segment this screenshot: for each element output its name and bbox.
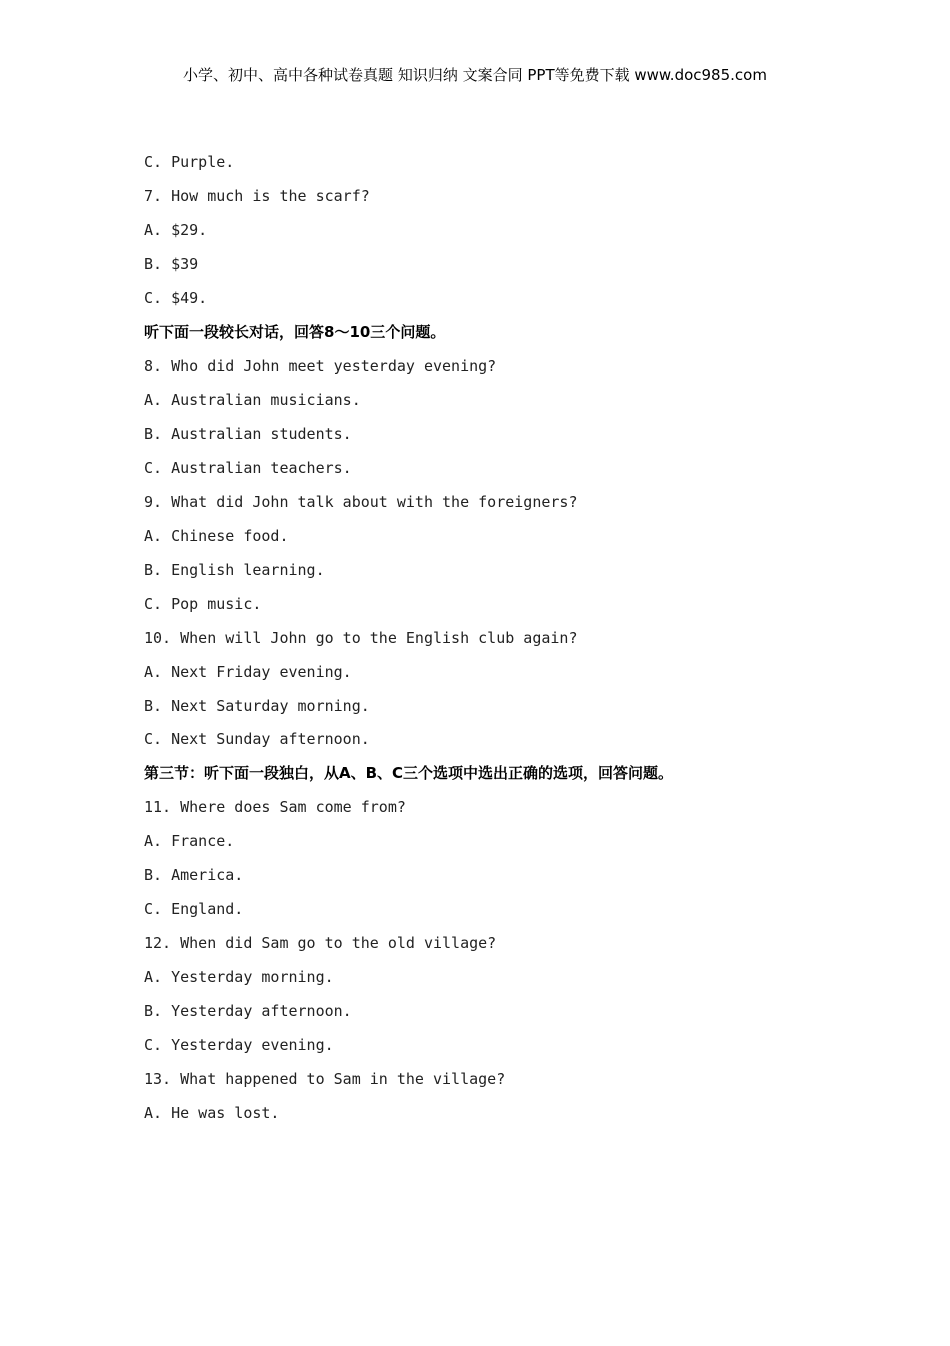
answer-option: C. Yesterday evening.: [144, 1036, 334, 1055]
answer-option: A. Yesterday morning.: [144, 968, 334, 987]
answer-option: C. Next Sunday afternoon.: [144, 730, 370, 749]
answer-option: C. $49.: [144, 288, 208, 307]
page-header: 小学、初中、高中各种试卷真题 知识归纳 文案合同 PPT等免费下载 www.doc985.com: [183, 66, 767, 84]
answer-option: C. England.: [144, 900, 244, 919]
answer-option: C. Purple.: [144, 153, 235, 171]
question: 10. When will John go to the English club again?: [144, 628, 578, 647]
exam-content: [144, 150, 864, 1135]
question: 9. What did John talk about with the foreigners?: [144, 492, 578, 511]
answer-option: A. Next Friday evening.: [144, 662, 352, 681]
answer-option: A. $29.: [144, 220, 208, 239]
question: 12. When did Sam go to the old village?: [144, 934, 497, 953]
answer-option: A. France.: [144, 832, 235, 851]
answer-option: B. America.: [144, 866, 244, 885]
question: 11. Where does Sam come from?: [144, 798, 406, 817]
section-instruction: 听下面一段较长对话，回答8～10三个问题。: [144, 322, 446, 341]
question: 7. How much is the scarf?: [144, 186, 370, 205]
question: 13. What happened to Sam in the village?: [144, 1070, 506, 1089]
answer-option: B. Next Saturday morning.: [144, 696, 370, 715]
section-instruction: 第三节：听下面一段独白，从A、B、C三个选项中选出正确的选项，回答问题。: [144, 764, 674, 783]
answer-option: B. Yesterday afternoon.: [144, 1002, 352, 1021]
answer-option: B. English learning.: [144, 560, 325, 579]
answer-option: B. Australian students.: [144, 424, 352, 443]
answer-option: A. Chinese food.: [144, 526, 289, 545]
answer-option: A. He was lost.: [144, 1104, 280, 1123]
answer-option: C. Australian teachers.: [144, 458, 352, 477]
answer-option: B. $39: [144, 254, 199, 273]
answer-option: A. Australian musicians.: [144, 390, 361, 409]
answer-option: C. Pop music.: [144, 594, 262, 613]
question: 8. Who did John meet yesterday evening?: [144, 356, 497, 375]
